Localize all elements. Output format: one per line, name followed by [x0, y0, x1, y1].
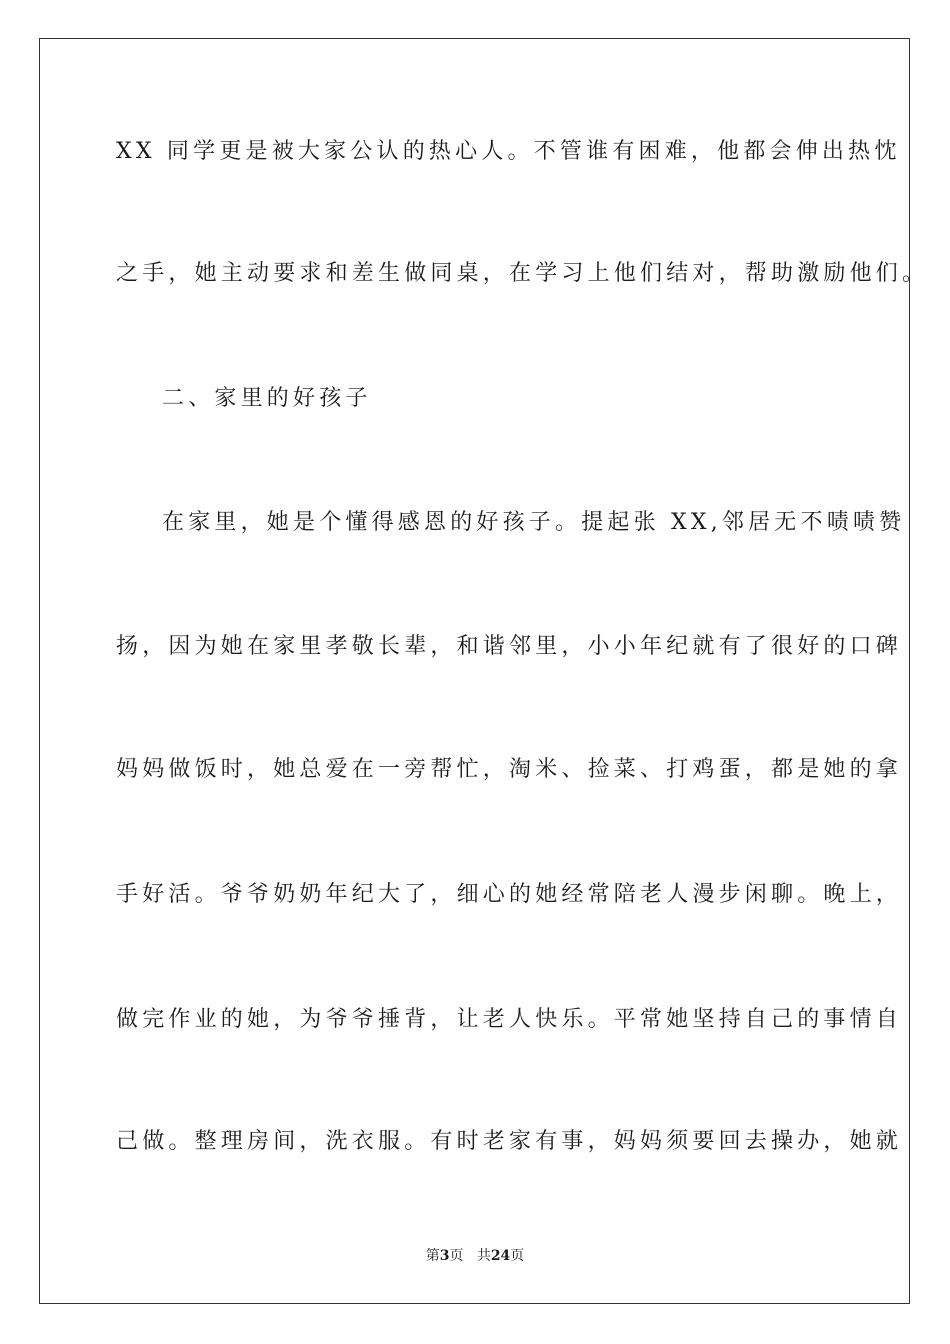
- total-suffix: 页: [510, 1248, 525, 1264]
- paragraph-line: 之手，她主动要求和差生做同桌，在学习上他们结对，帮助激励他们。: [116, 261, 929, 286]
- total-pages: 24: [490, 1248, 511, 1264]
- paragraph-line: 己做。整理房间，洗衣服。有时老家有事，妈妈须要回去操办，她就: [116, 1129, 903, 1154]
- page-number: 3: [439, 1248, 450, 1264]
- paragraph-line: 手好活。爷爷奶奶年纪大了，细心的她经常陪老人漫步闲聊。晚上，: [116, 882, 903, 907]
- paragraph-line: 扬，因为她在家里孝敬长辈，和谐邻里，小小年纪就有了很好的口碑: [116, 634, 903, 659]
- page-border: [39, 38, 929, 1304]
- page-suffix: 页: [449, 1248, 464, 1264]
- paragraph-line: 在家里，她是个懂得感恩的好孩子。提起张 XX,邻居无不啧啧赞: [162, 510, 906, 535]
- paragraph-line: 妈妈做饭时，她总爱在一旁帮忙，淘米、捡菜、打鸡蛋，都是她的拿: [116, 757, 903, 782]
- paragraph-line: 做完作业的她，为爷爷捶背，让老人快乐。平常她坚持自己的事情自: [116, 1007, 903, 1032]
- total-prefix: 共: [476, 1248, 491, 1264]
- section-heading: 二、家里的好孩子: [162, 386, 372, 411]
- page-footer: [0, 1247, 950, 1265]
- page-prefix: 第: [425, 1248, 440, 1264]
- paragraph-line: XX 同学更是被大家公认的热心人。不管谁有困难，他都会伸出热忱: [116, 139, 901, 164]
